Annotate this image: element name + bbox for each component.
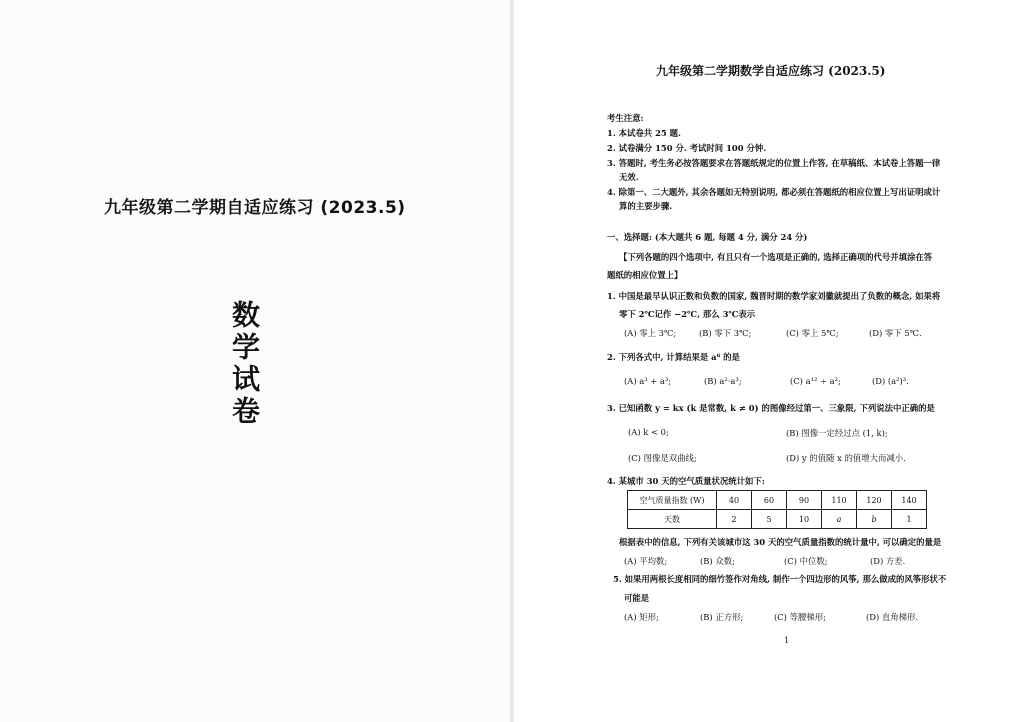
table-cell: a — [822, 510, 857, 529]
q4-option: (A) 平均数; — [624, 556, 668, 566]
section1-instruction: 【下列各题的四个选项中, 有且只有一个选项是正确的, 选择正确项的代号并填涂在答 — [619, 252, 933, 262]
q5-stem: 5. 如果用两根长度相同的细竹签作对角线, 制作一个四边形的风筝, 那么做成的风筝形状不 — [613, 574, 947, 584]
q5-option: (A) 矩形; — [624, 612, 659, 622]
table-cell: 120 — [857, 491, 892, 510]
notice-line: 4. 除第一、二大题外, 其余各题如无特别说明, 都必须在答题纸的相应位置上写出证明或计 — [607, 187, 941, 197]
notice-line: 无效. — [619, 172, 639, 182]
table-cell: 60 — [752, 491, 787, 510]
table-cell: 天数 — [628, 510, 717, 529]
table-cell: 10 — [787, 510, 822, 529]
cover-subject: 数学试卷 — [228, 300, 261, 428]
table-cell: 1 — [892, 510, 927, 529]
section1-instruction: 题纸的相应位置上】 — [607, 270, 683, 280]
q4-option: (B) 众数; — [700, 556, 735, 566]
q4-option: (D) 方差. — [870, 556, 906, 566]
cover-page — [0, 0, 510, 722]
table-cell: 140 — [892, 491, 927, 510]
cover-title: 九年级第二学期自适应练习 (2023.5) — [104, 198, 406, 218]
exam-page — [514, 0, 1024, 722]
q5-option: (C) 等腰梯形; — [774, 612, 826, 622]
q5-option: (B) 正方形; — [700, 612, 744, 622]
table-cell: 2 — [717, 510, 752, 529]
q1-stem: 1. 中国是最早认识正数和负数的国家, 魏晋时期的数学家刘徽就提出了负数的概念, 如果将 — [607, 291, 941, 301]
table-cell: 90 — [787, 491, 822, 510]
q3-stem: 3. 已知函数 y = kx (k 是常数, k ≠ 0) 的图像经过第一、三象限, 下列说法中正确的是 — [607, 403, 935, 413]
q4-option: (C) 中位数; — [784, 556, 828, 566]
notice-line: 算的主要步骤. — [619, 201, 673, 211]
table-row — [628, 510, 927, 529]
q4-stem: 根据表中的信息, 下列有关该城市这 30 天的空气质量指数的统计量中, 可以确定的量是 — [619, 537, 942, 547]
notice-line: 3. 答题时, 考生务必按答题要求在答题纸规定的位置上作答, 在草稿纸、本试卷上答题一律 — [607, 158, 941, 168]
table-cell: 空气质量指数 (W) — [628, 491, 717, 510]
q2-stem: 2. 下列各式中, 计算结果是 a⁶ 的是 — [607, 352, 740, 362]
q1-option: (B) 零下 3℃; — [699, 328, 752, 338]
notice-line: 2. 试卷满分 150 分. 考试时间 100 分钟. — [607, 143, 767, 153]
q2-option: (C) a¹² ÷ a²; — [790, 376, 841, 386]
q3-option: (D) y 的值随 x 的值增大而减小. — [786, 453, 906, 463]
table-cell: 40 — [717, 491, 752, 510]
table-cell: b — [857, 510, 892, 529]
q3-option: (C) 图像是双曲线; — [628, 453, 697, 463]
q5-option: (D) 直角梯形. — [866, 612, 919, 622]
table-cell: 110 — [822, 491, 857, 510]
q4-stem: 4. 某城市 30 天的空气质量状况统计如下: — [607, 476, 765, 486]
page-number: 1 — [784, 636, 790, 645]
q5-stem: 可能是 — [624, 593, 650, 603]
q2-option: (D) (a²)³. — [872, 376, 909, 386]
air-quality-table — [627, 490, 927, 529]
q3-option: (B) 图像一定经过点 (1, k); — [786, 428, 888, 438]
notice-heading: 考生注意: — [607, 113, 644, 123]
section1-heading: 一、选择题: (本大题共 6 题, 每题 4 分, 满分 24 分) — [607, 232, 808, 242]
exam-title: 九年级第二学期数学自适应练习 (2023.5) — [656, 64, 886, 78]
q3-option: (A) k < 0; — [628, 427, 669, 437]
q1-option: (D) 零下 5℃. — [869, 328, 922, 338]
q2-option: (A) a³ + a³; — [624, 376, 672, 386]
table-row — [628, 491, 927, 510]
table-cell: 5 — [752, 510, 787, 529]
q1-stem: 零下 2℃记作 −2℃, 那么 3℃表示 — [619, 309, 756, 319]
q2-option: (B) a²·a³; — [704, 376, 742, 386]
notice-line: 1. 本试卷共 25 题. — [607, 128, 681, 138]
q1-option: (A) 零上 3℃; — [624, 328, 677, 338]
q1-option: (C) 零上 5℃; — [786, 328, 839, 338]
